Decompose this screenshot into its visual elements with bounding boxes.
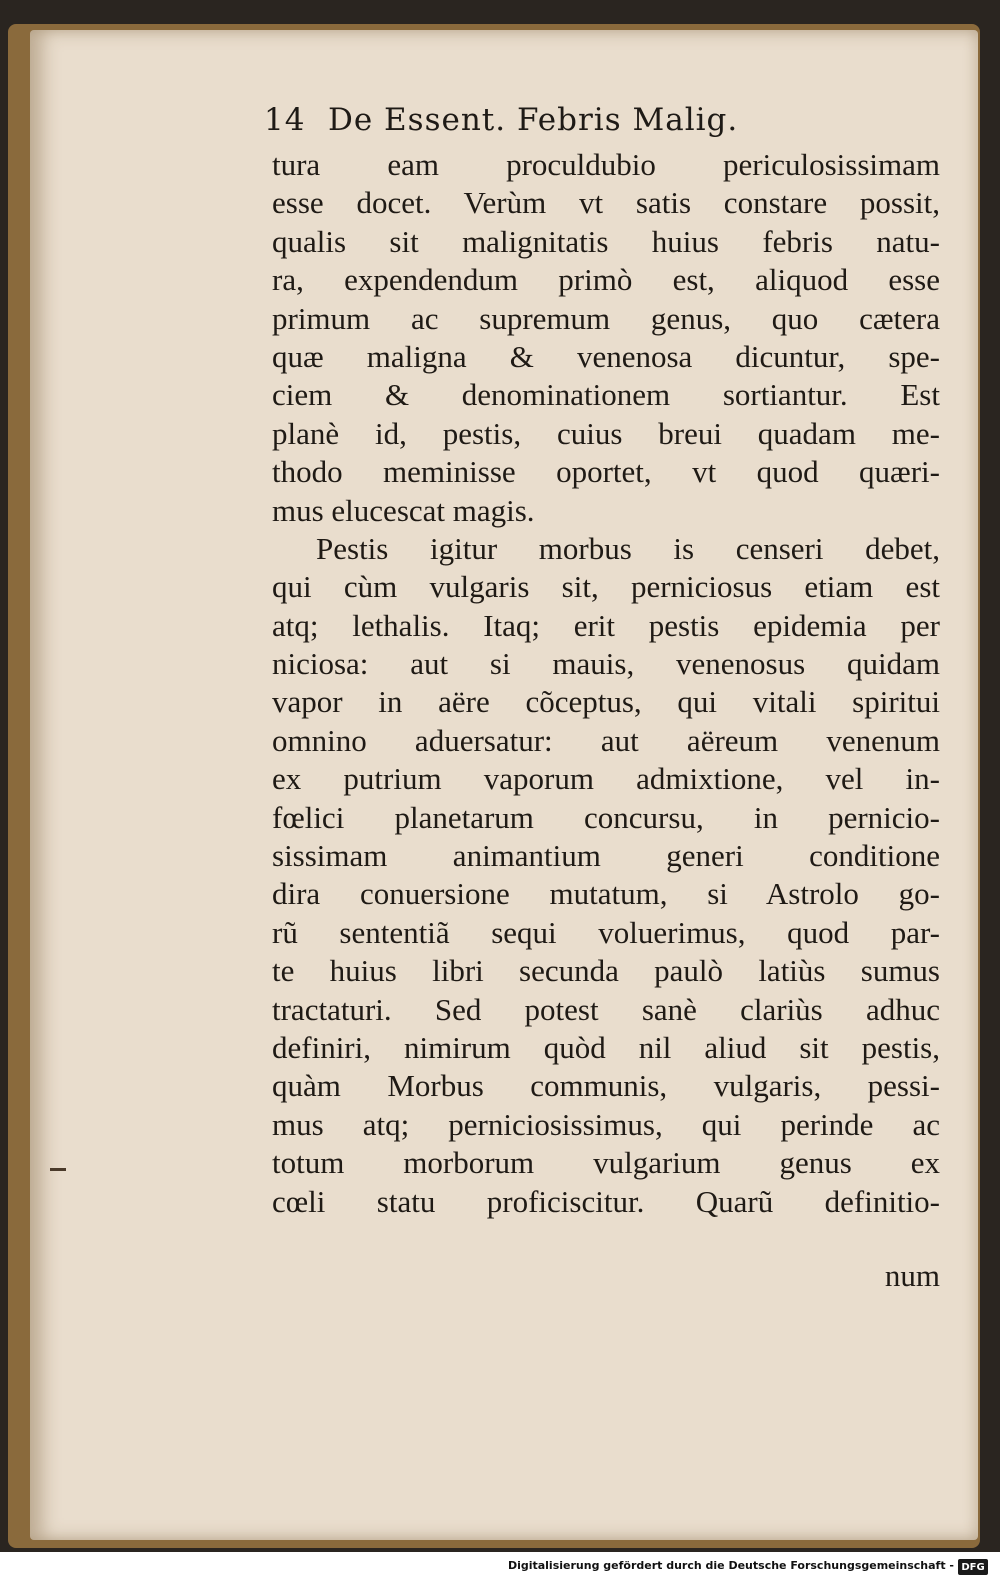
text-line: thodo meminisse oportet, vt quod quæri- (272, 454, 940, 490)
text-line: fœlici planetarum concursu, in pernicio- (272, 799, 940, 835)
text-line: qui cùm vulgaris sit, perniciosus etiam est (272, 569, 940, 605)
text-line: tura eam proculdubio periculosissimam (272, 147, 940, 182)
text-line: totum morborum vulgarium genus ex (272, 1145, 940, 1181)
text-line: atq; lethalis. Itaq; erit pestis epidemia per (272, 607, 940, 643)
text-line: vapor in aëre cõceptus, qui vitali spiritui (272, 684, 940, 720)
text-line: sissimam animantium generi conditione (272, 838, 940, 874)
text-line: te huius libri secunda paulò latiùs sumus (272, 953, 940, 989)
text-line: omnino aduersatur: aut aëreum venenum (272, 722, 940, 758)
page-number: 14 (264, 102, 306, 138)
text-line: quæ maligna & venenosa dicuntur, spe- (272, 338, 940, 374)
text-line: dira conuersione mutatum, si Astrolo go- (272, 876, 940, 912)
text-line: ciem & denominationem sortiantur. Est (272, 377, 940, 413)
body-text (272, 146, 940, 1221)
paragraph-start-line: Pestis igitur morbus is censeri debet, (316, 530, 940, 566)
running-head (264, 102, 884, 146)
text-line: quàm Morbus communis, vulgaris, pessi- (272, 1068, 940, 1104)
text-line: ra, expendendum primò est, aliquod esse (272, 262, 940, 298)
text-line: niciosa: aut si mauis, venenosus quidam (272, 646, 940, 682)
paragraph-end-line: mus elucescat magis. (272, 492, 535, 528)
text-line: cœli statu proficiscitur. Quarũ definitio- (272, 1183, 940, 1219)
catchword: num (884, 1258, 940, 1293)
text-line: esse docet. Verùm vt satis constare possit, (272, 185, 940, 221)
text-line: mus atq; perniciosissimus, qui perinde ac (272, 1106, 940, 1142)
dfg-logo: DFG (958, 1559, 988, 1575)
text-line: primum ac supremum genus, quo cætera (272, 300, 940, 336)
text-line: definiri, nimirum quòd nil aliud sit pestis, (272, 1029, 940, 1065)
running-title: De Essent. Febris Malig. (328, 102, 739, 138)
margin-mark (50, 1168, 66, 1171)
footer-credit: Digitalisierung gefördert durch die Deutsche Forschungsgemeinschaft - (507, 1559, 954, 1572)
text-line: ex putrium vaporum admixtione, vel in- (272, 761, 940, 797)
footer-bar (0, 1552, 1000, 1583)
text-line: qualis sit malignitatis huius febris natu- (272, 223, 940, 259)
text-line: rũ sententiã sequi voluerimus, quod par- (272, 914, 940, 950)
text-line: planè id, pestis, cuius breui quadam me- (272, 415, 940, 451)
text-line: tractaturi. Sed potest sanè clariùs adhuc (272, 991, 940, 1027)
